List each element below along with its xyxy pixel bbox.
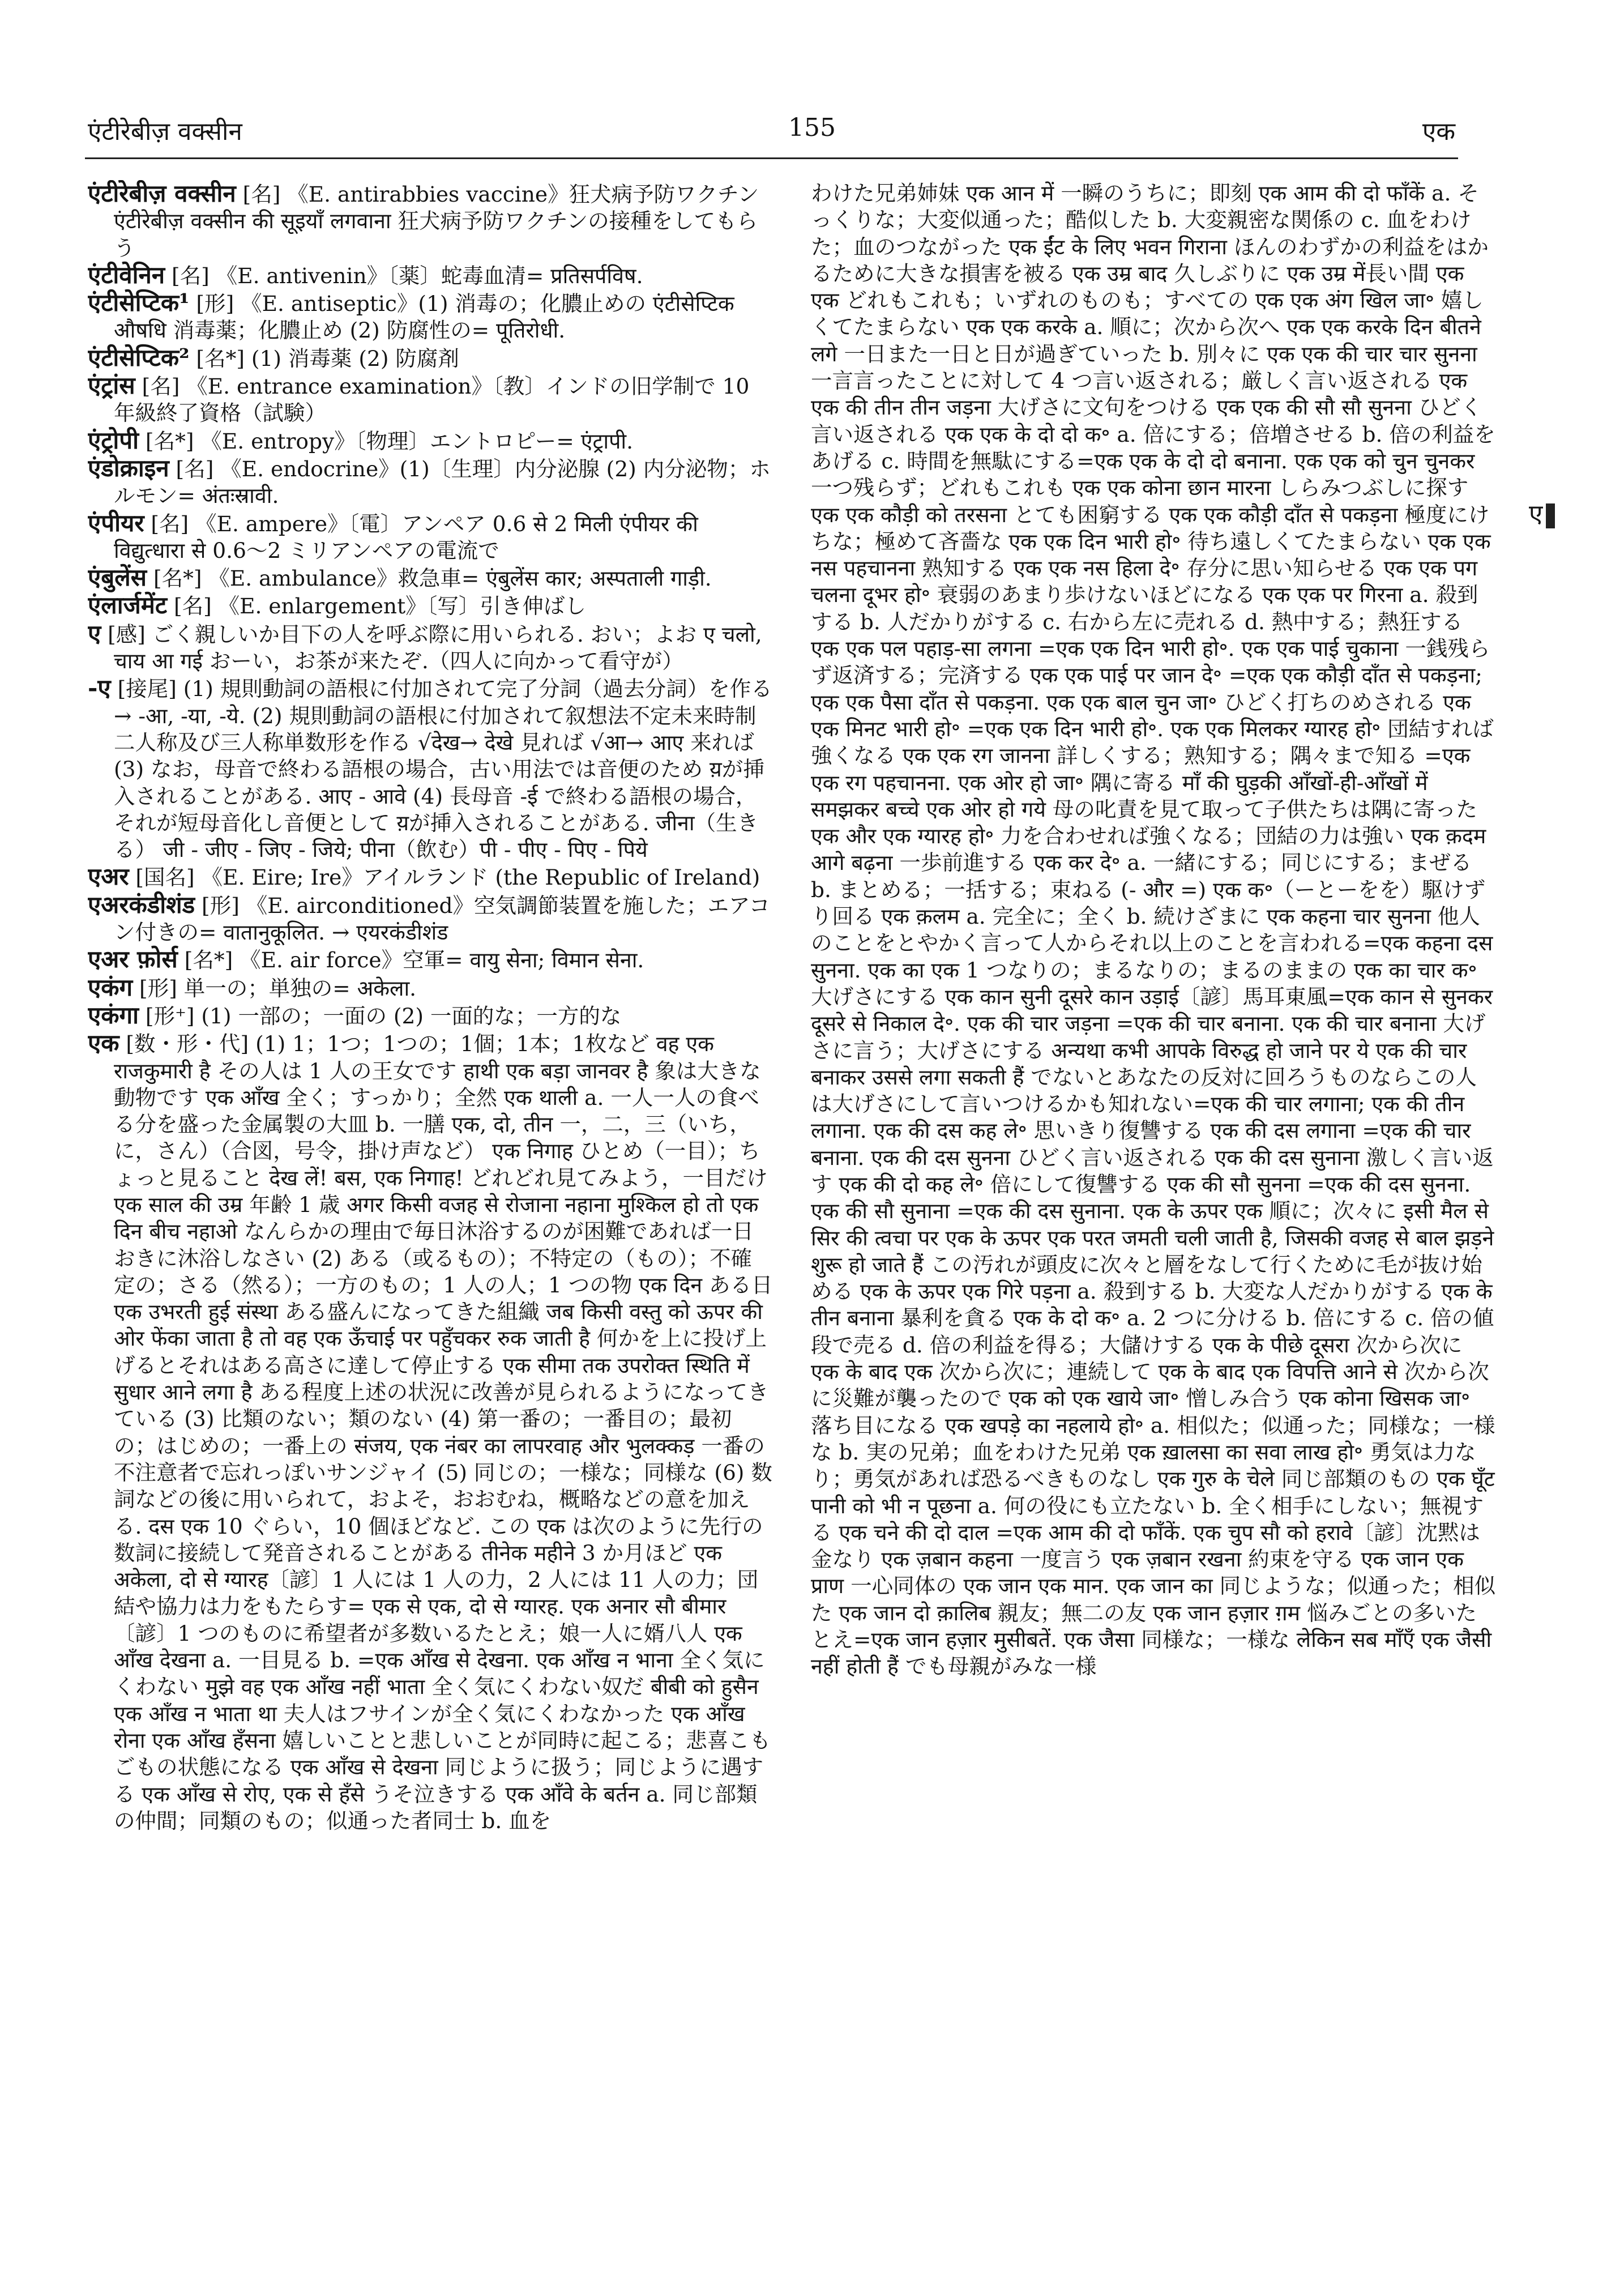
continued-entry-text: わけた兄弟姉妹 एक आन में 一瞬のうちに；即刻 एक आम की दो फाँकें a. そっくりな；大変似通った；酷似した b. 大変親密な関係の c. 血をわけた；血のつながった एक ईंट के लिए भवन गिराना ほんのわずかの利益をはかるために大きな損害を被る एक उम्र बाद 久しぶりに एक उम्र में長い間 एक एक どれもこれも；いずれのものも；すべての एक एक अंग खिल जा॰ 嬉しくてたまらない एक एक करके a. 順に；次から次へ एक एक करके दिन बीतने लगे 一日また一日と日が過ぎていった b. 別々に एक एक की चार चार सुनना 一言言ったことに対して 4 つ言い返される；厳しく言い返される एक एक की तीन तीन जड़ना 大げさに文句をつける एक एक की सौ सौ सुनना ひどく言い返される एक एक के दो दो क॰ a. 倍にする；倍増させる b. 倍の利益をあげる c. 時間を無駄にする=एक एक के दो दो बनाना. एक एक को चुन चुनकर 一つ残らず；どれもこれも एक एक कोना छान मारना しらみつぶしに探す एक एक कौड़ी को तरसना とても困窮する एक एक कौड़ी दाँत से पकड़ना 極度にけちな；極めて吝嗇な एक एक दिन भारी हो॰ 待ち遠しくてたまらない एक एक नस पहचानना 熟知する एक एक नस हिला दे॰ 存分に思い知らせる एक एक पग चलना दूभर हो॰ 衰弱のあまり歩けないほどになる एक एक पर गिरना a. 殺到する b. 人だかりがする c. 右から左に売れる d. 熱中する；熱狂する एक एक पल पहाड़-सा लगना =एक एक दिन भारी हो॰. एक एक पाई चुकाना 一銭残らず返済する；完済する एक एक पाई पर जान दे॰ =एक एक कौड़ी दाँत से पकड़ना; एक एक पैसा दाँत से पकड़ना. एक एक बाल चुन जा॰ ひどく打ちのめされる एक एक मिनट भारी हो॰ =एक एक दिन भारी हो॰. एक एक मिलकर ग्यारह हो॰ 団結すれば強くなる एक एक रग जानना 詳しくする；熟知する；隅々まで知る =एक एक रग पहचानना. एक ओर हो जा॰ 隅に寄る माँ की घुड़की आँखों-ही-आँखों में समझकर बच्चे एक ओर हो गये 母の叱責を見て取って子供たちは隅に寄った एक और एक ग्यारह हो॰ 力を合わせれば強くなる；団結の力は強い एक क़दम आगे बढ़ना 一歩前進する एक कर दे॰ a. 一緒にする；同じにする；まぜる b. まとめる；一括する；束ねる (- और =) एक क॰（ーとーをを）駆けずり回る एक क़लम a. 完全に；全く b. 続けざまに एक कहना चार सुनना 他人のことをとやかく言って人からそれ以上のことを言われる=एक कहना दस सुनना. एक का एक 1 つなりの；まるなりの；まるのままの एक का चार क॰ 大げさにする एक कान सुनी दूसरे कान उड़ाई〔諺〕馬耳東風=एक कान से सुनकर दूसरे से निकाल दे॰. एक की चार जड़ना =एक की चार बनाना. एक की चार बनाना 大げさに言う；大げさにする अन्यथा कभी आपके विरुद्ध हो जाने पर ये एक की चार बनाकर उससे लगा सकती हैं でないとあなたの反対に回ろうものならこの人は大げさにして言いつけるかも知れない=एक की चार लगाना; एक की तीन लगाना. एक की दस कह ले॰ 思いきり復讐する एक की दस लगाना =एक की चार बनाना. एक की दस सुनना ひどく言い返される एक की दस सुनाना 激しく言い返す एक की दो कह ले॰ 倍にして復讐する एक की सौ सुनना =एक की दस सुनना. एक की सौ सुनाना =एक की दस सुनाना. एक के ऊपर एक 順に；次々に इसी मैल से सिर की त्वचा पर एक के ऊपर एक परत जमती चली जाती है, जिसकी वजह से बाल झड़ने शुरू हो जाते हैं この汚れが頭皮に次々と層をなして行くために毛が抜け始める एक के ऊपर एक गिरे पड़ना a. 殺到する b. 大変な人だかりがする एक के तीन बनाना 暴利を貪る एक के दो क॰ a. 2 つに分ける b. 倍にする c. 倍の値段で売る d. 倍の利益を得る；大儲けする एक के पीछे दूसरा 次から次に एक के बाद एक 次から次に；連続して एक के बाद एक विपत्ति आने से 次から次に災難が襲ったので एक को एक खाये जा॰ 憎しみ合う एक कोना खिसक जा॰ 落ち目になる एक खपड़े का नहलाये हो॰ a. 相似た；似通った；同様な；一様な b. 実の兄弟；血をわけた兄弟 एक ख़ालसा का सवा लाख हो॰ 勇気は力なり；勇気があれば恐るべきものなし एक गुरु के चेले 同じ部類のもの एक घूँट पानी को भी न पूछना a. 何の役にも立たない b. 全く相手にしない；無視する एक चने की दो दाल =एक आम की दो फाँकें. एक चुप सौ को हरावे〔諺〕沈黙は金なり एक ज़बान कहना 一度言う एक ज़बान रखना 約束を守る एक जान एक प्राण 一心同体の एक जान एक मान. एक जान का 同じような；似通った；相似た एक जान दो क़ालिब 親友；無二の友 एक जान हज़ार ग़म 悩みごとの多いたとえ=एक जान हज़ार मुसीबतें. एक जैसा 同様な；一様な लेकिन सब माँएँ एक जैसी नहीं होती हैं でも母親がみな一様 [811,181,1496,1679]
right-column [811,180,1496,2253]
dictionary-entry [88,372,773,427]
dictionary-entry [88,675,773,863]
entry-definition: [形] 単一の；単独の= अकेला. [133,975,417,1001]
entry-headword: एंपीयर [88,509,144,537]
dictionary-entry [88,180,773,262]
entry-headword: एअर फ़ोर्स [88,945,178,974]
entry-definition: [数・形・代] (1) 1；1つ；1つの；1個；1本；1枚など वह एक राजकुमारी है その人は 1 人の王女です हाथी एक बड़ा जानवर है 象は大きな動物です एक आँख 全く；すっかり；全然 एक थाली a. 一人一人の食べる分を盛った金属製の大皿 b. 一膳 एक, दो, तीन 一，二，三（いち，に，さん）（合図，号令，掛け声など） एक निगाह ひとめ（一目）；ちょっと見ること देख लें! बस, एक निगाह! どれどれ見てみよう，一目だけ एक साल की उम्र 年齢 1 歳 अगर किसी वजह से रोजाना नहाना मुश्किल हो तो एक दिन बीच नहाओ なんらかの理由で毎日沐浴するのが困難であれば一日おきに沐浴しなさい (2) ある（或るもの）；不特定の（もの）；不確定の；さる（然る）；一方のもの；1 人の人；1 つの物 एक दिन ある日 एक उभरती हुई संस्था ある盛んになってきた組織 जब किसी वस्तु को ऊपर की ओर फेंका जाता है तो वह एक ऊँचाई पर पहुँचकर रुक जाती है 何かを上に投げ上げるとそれはある高さに達して停止する एक सीमा तक उपरोक्त स्थिति में सुधार आने लगा है ある程度上述の状況に改善が見られるようになってきている (3) 比類のない；類のない (4) 第一番の；一番目の；最初の；はじめの；一番上の संजय, एक नंबर का लापरवाह और भुलक्कड़ 一番の不注意者で忘れっぽいサンジャイ (5) 同じの；一様な；同様な (6) 数詞などの後に用いられて，およそ，おおむね，概略などの意を加える. दस एक 10 ぐらい，10 個ほどなど. この एक は次のように先行の数詞に接続して発音されることがある तीनेक महीने 3 か月ほど एक अकेला, दो से ग्यारह〔諺〕1 人には 1 人の力，2 人には 11 人の力；団結や協力は力をもたらす= एक से एक, दो से ग्यारह. एक अनार सौ बीमार〔諺〕1 つのものに希望者が多数いるたとえ；娘一人に婿八人 एक आँख देखना a. 一目見る b. =एक आँख से देखना. एक आँख न भाना 全く気にくわない मुझे वह एक आँख नहीं भाता 全く気にくわない奴だ बीबी को हुसैन एक आँख न भाता था 夫人はフサインが全く気にくわなかった एक आँख रोना एक आँख हँसना 嬉しいことと悲しいことが同時に起こる；悲喜こもごもの状態になる एक आँख से देखना 同じように扱う；同じように遇する एक आँख से रोए, एक से हँसे うそ泣きする एक आँवे के बर्तन a. 同じ部類の仲間；同類のもの；似通った者同士 b. 血を [114,1031,773,1833]
dictionary-entry [88,289,773,344]
entry-definition: [名] 《E. enlargement》〔写〕引き伸ばし [167,594,586,619]
entry-headword: एकंगा [88,1001,139,1029]
entry-headword: ए [88,619,101,647]
entry-definition: [形] 《E. antiseptic》(1) 消毒の；化膿止めの एंटीसेप्टिक औषधि 消毒薬；化膿止め (2) 防腐性の= पूतिरोधी. [114,291,734,343]
left-column [88,180,773,2253]
thumb-index-letter: ए [1529,500,1543,528]
running-head-right: एक [1422,117,1455,146]
entry-definition: [名] 《E. ampere》〔電〕アンペア 0.6 से 2 मिली एंपीयर की विद्युत्धारा से 0.6〜2 ミリアンペアの電流で [114,511,698,563]
entry-headword: एंटीरेबीज़ वक्सीन [88,180,236,207]
entry-headword: -ए [88,674,111,702]
entry-headword: एंट्रोपी [88,426,139,454]
entry-definition: [名] 《E. antivenin》〔薬〕蛇毒血清= प्रतिसर्पविष. [165,263,643,288]
entry-definition: [名] 《E. antirabbies vaccine》狂犬病予防ワクチン एंटीरेबीज़ वक्सीन की सूइयाँ लगवाना 狂犬病予防ワクチンの接種をしてもらう [114,182,759,261]
entry-headword: एंडोक्राइन [88,454,169,482]
dictionary-entry [88,1002,773,1030]
entry-headword: एंलार्जमेंट [88,591,168,620]
thumb-index [1529,496,1580,530]
entry-definition: [名] 《E. entrance examination》〔教〕インドの旧学制で 10 年級終了資格（試験） [114,374,750,426]
entry-headword: एक [88,1029,119,1057]
dictionary-entry [88,427,773,455]
dictionary-entry [88,946,773,974]
dictionary-entry [88,262,773,289]
entry-definition: [名*] (1) 消毒薬 (2) 防腐剤 [189,345,459,371]
dictionary-entry [88,564,773,592]
entry-definition: [形⁺] (1) 一部の；一面の (2) 一面的な；一方的な [139,1003,622,1028]
dictionary-entry [88,863,773,891]
thumb-index-bar [1546,503,1555,528]
entry-headword: एंबुलेंस [88,564,147,592]
dictionary-entry [88,455,773,510]
entry-definition: [形] 《E. airconditioned》空気調節装置を施した；エアコン付きの= वातानुकूलित. → एयरकंडीशंड [114,893,771,945]
dictionary-entry [88,344,773,372]
dictionary-entry [88,974,773,1002]
entry-headword: एंट्रांस [88,372,135,400]
entry-headword: एंटीसेप्टिक² [88,343,190,372]
entry-headword: एकंग [88,973,133,1001]
entry-headword: एंटीवेनिन [88,261,165,289]
page-number: 155 [788,113,836,142]
entry-headword: एअर [88,863,129,891]
entry-definition: [国名] 《E. Eire; Ire》アイルランド (the Republic of Ireland) [129,865,760,890]
entry-definition: [名*] 《E. ambulance》救急車= एंबुलेंस कार; अस्पताली गाड़ी. [147,566,712,591]
entry-definition: [名*] 《E. entropy》〔物理〕エントロピー= एंट्रापी. [139,428,634,454]
entry-headword: एअरकंडीशंड [88,890,195,919]
dictionary-entry [88,592,773,620]
entry-definition: [感] ごく親しいか目下の人を呼ぶ際に用いられる. おい；よお ए चलो, चाय आ गई おーい，お茶が来たぞ.（四人に向かって看守が） [101,621,762,674]
entry-definition: [接尾] (1) 規則動詞の語根に付加されて完了分詞（過去分詞）を作る→ -आ, -या, -ये. (2) 規則動詞の語根に付加されて叙想法不定未来時制二人称及び三人称単数形を作る √देख→ देखे 見れば √आ→ आए 来れば (3) なお，母音で終わる語根の場合，古い用法では音便のため य़が挿入されることがある. आए - आवे (4) 長母音 -ई で終わる語根の場合，それが短母音化し音便として य़が挿入されることがある. जीना（生きる） जी - जीए - जिए - जिये; पीना（飲む）पी - पीए - पिए - पिये [110,676,772,863]
entry-definition: [名*] 《E. air force》空軍= वायु सेना; विमान सेना. [177,947,644,973]
dictionary-entry [88,620,773,675]
entry-headword: एंटीसेप्टिक¹ [88,289,190,317]
header-rule [85,157,1458,159]
running-head-left: एंटीरेबीज़ वक्सीन [88,117,242,146]
entry-definition: [名] 《E. endocrine》(1)〔生理〕内分泌腺 (2) 内分泌物；ホルモン= अंतःस्रावी. [114,456,771,509]
dictionary-entry [88,510,773,565]
dictionary-entry [88,891,773,946]
dictionary-entry [88,1030,773,1834]
